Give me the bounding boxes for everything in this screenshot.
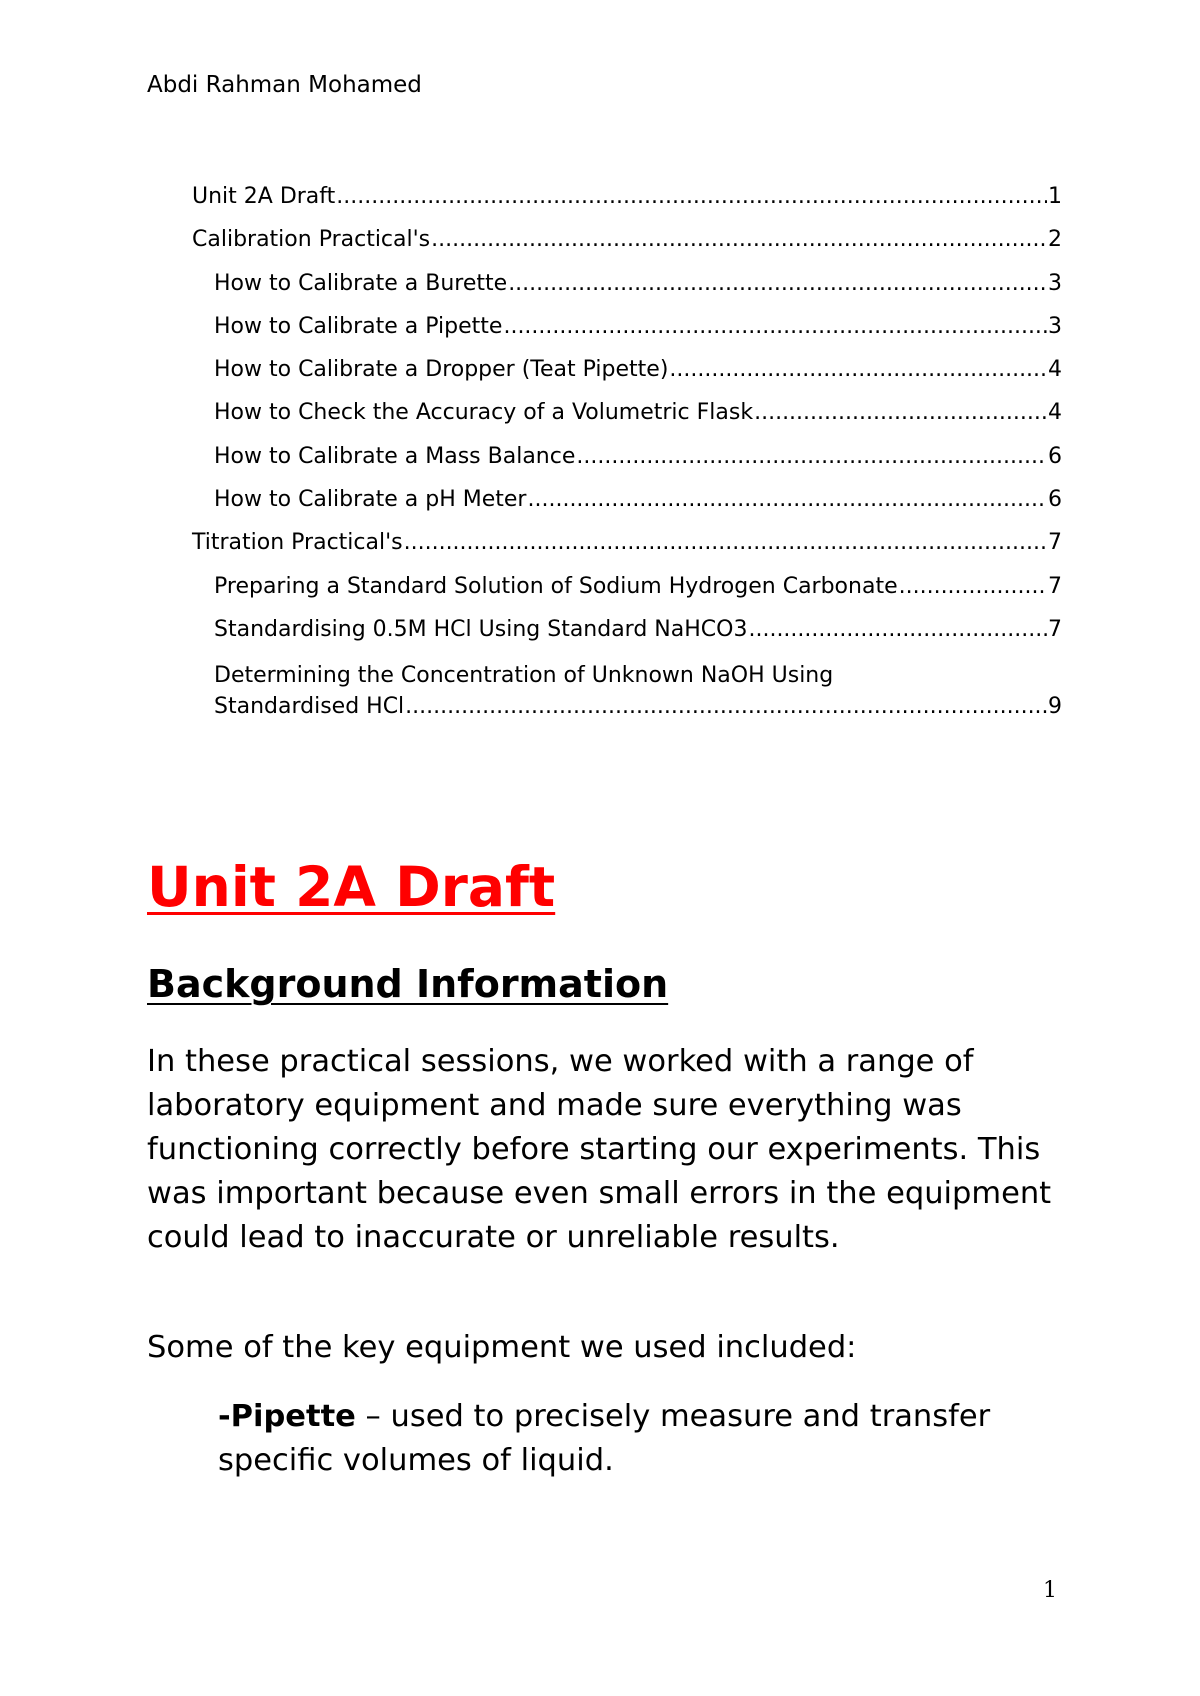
toc-entry[interactable] [192,444,1062,487]
document-title: Unit 2A Draft [147,855,556,919]
toc-entry-text: How to Calibrate a pH Meter [214,487,527,513]
toc-entry-text: Preparing a Standard Solution of Sodium Hydrogen Carbonate [214,573,898,599]
equipment-description: – used to precisely measure and transfer specific volumes of liquid. [218,1399,991,1478]
toc-entry-page: 7 [1048,616,1062,642]
toc-entry-page: 6 [1048,487,1062,513]
toc-entry-page: 3 [1048,313,1062,339]
body-paragraph: In these practical sessions, we worked with a range of laboratory equipment and made sure everything was functioning correctly before starting our experiments. This was important because even small errors in the equipment could lead to inaccurate or unreliable results. [147,1044,1052,1255]
toc-entry-text: Determining the Concentration of Unknown NaOH Using [214,663,834,689]
toc-entry-page: 1 [1048,184,1062,209]
toc-entry-text: How to Calibrate a Burette [214,270,508,296]
toc-entry-page: 4 [1048,357,1062,383]
toc-entry[interactable] [192,314,1062,357]
toc-leader [576,444,1047,469]
toc-entry-text: Unit 2A Draft [192,184,336,209]
toc-entry[interactable] [192,660,1062,722]
page-number: 1 [1043,1578,1057,1603]
toc-entry-text: How to Calibrate a Mass Balance [214,443,576,469]
toc-leader [508,271,1047,296]
toc-entry-text: How to Calibrate a Pipette [214,313,503,339]
toc-entry[interactable] [192,574,1062,617]
toc-entry-text: Titration Practical's [192,530,403,556]
toc-entry-page: 9 [1048,694,1062,720]
toc-entry-page: 3 [1048,270,1062,296]
body-paragraph: Some of the key equipment we used included: [147,1330,857,1365]
toc-leader [503,314,1047,339]
equipment-term: -Pipette [218,1399,356,1434]
equipment-list-item [218,1395,1078,1483]
toc-leader [404,530,1047,555]
toc-entry[interactable] [192,271,1062,314]
toc-leader [336,184,1047,209]
toc-entry-page: 7 [1048,530,1062,556]
toc-leader [669,357,1047,382]
toc-entry-page: 6 [1048,443,1062,469]
toc-leader [899,574,1047,599]
toc-leader [405,691,1047,722]
toc-leader [527,487,1047,512]
toc-entry-text: Standardising 0.5M HCl Using Standard NaHCO3 [214,616,748,642]
toc-leader [431,227,1047,252]
table-of-contents [192,184,1062,722]
toc-entry[interactable] [192,184,1062,227]
toc-leader [754,400,1047,425]
toc-entry-text: How to Check the Accuracy of a Volumetric Flask [214,400,754,426]
toc-entry[interactable] [192,487,1062,530]
toc-entry-text: Calibration Practical's [192,227,431,253]
toc-entry-text-line2: Standardised HCl [214,694,405,720]
toc-entry[interactable] [192,617,1062,660]
toc-entry[interactable] [192,357,1062,400]
toc-leader [748,617,1047,642]
toc-entry[interactable] [192,400,1062,443]
toc-entry-page: 7 [1048,573,1062,599]
toc-entry-page: 2 [1048,227,1062,253]
section-heading: Background Information [147,962,669,1006]
toc-entry-page: 4 [1048,400,1062,426]
header-author: Abdi Rahman Mohamed [147,72,422,98]
toc-entry[interactable] [192,530,1062,573]
toc-entry[interactable] [192,227,1062,270]
toc-entry-text: How to Calibrate a Dropper (Teat Pipette) [214,357,669,383]
